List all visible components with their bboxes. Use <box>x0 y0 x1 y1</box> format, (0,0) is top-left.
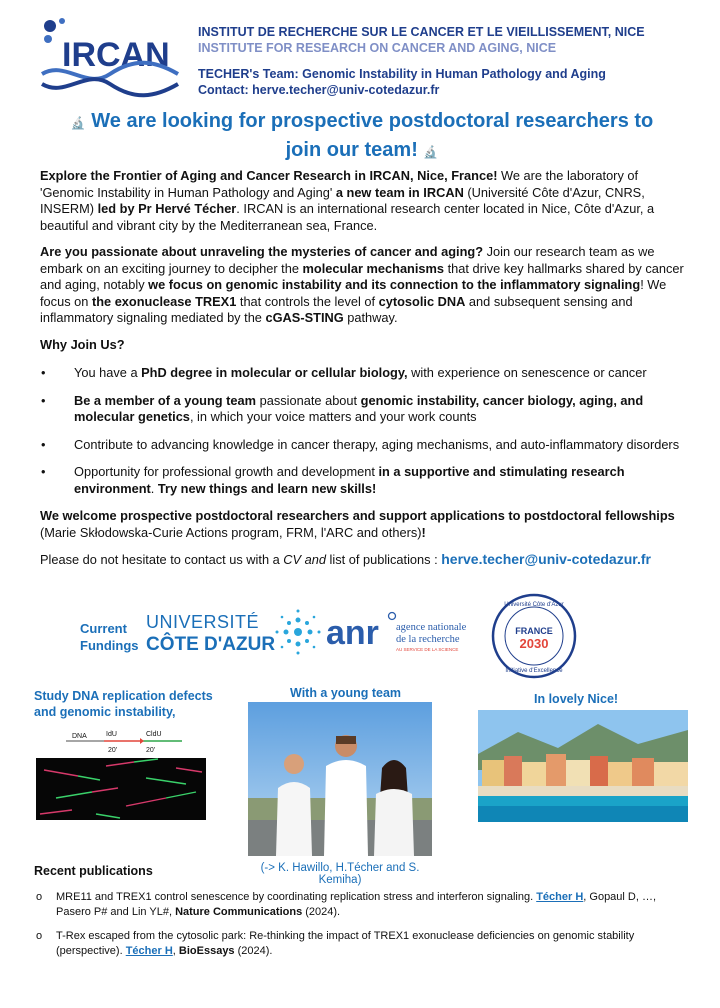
nice-photo <box>478 710 688 822</box>
anr-logo <box>326 610 486 656</box>
microscope-icon: 🔬 <box>423 145 439 159</box>
dna-caption: Study DNA replication defects and genomic instability, <box>34 689 213 719</box>
microscope-icon: 🔬 <box>70 116 86 130</box>
list-item: • You have a PhD degree in molecular or cellular biology, with experience on senescence or cancer <box>40 365 688 382</box>
team-caption: With a young team <box>290 686 402 700</box>
svg-text:anr: anr <box>326 614 379 652</box>
svg-text:UNIVERSITÉ: UNIVERSITÉ <box>146 612 260 632</box>
contact-paragraph: Please do not hesitate to contact us with a CV and list of publications : herve.techer@univ-cotedazur.fr <box>40 551 651 567</box>
institute-name-fr: INSTITUT DE RECHERCHE SUR LE CANCER ET LE VIEILLISSEMENT, NICE <box>198 25 645 39</box>
author-link[interactable]: Técher H <box>125 945 173 957</box>
passion-paragraph: Are you passionate about unraveling the mysteries of cancer and aging? Join our research team as we embark on an exciting journey to decipher the molecular mechanisms that drive key hallmarks shared by cancer and aging, notably we focus on genomic instability and its connection to the inflammatory signaling! We focus on the exonuclease TREX1 that controls the level of cytosolic DNA and subsequent sensing and inflammatory signaling mediated by the cGAS-STING pathway. <box>40 244 684 325</box>
svg-text:de la recherche: de la recherche <box>396 634 460 645</box>
list-item: • Contribute to advancing knowledge in cancer therapy, aging mechanisms, and auto-inflammatory disorders <box>40 437 688 454</box>
intro-paragraph: Explore the Frontier of Aging and Cancer Research in IRCAN, Nice, France! We are the laboratory of 'Genomic Instability in Human Pathology and Aging' a new team in IRCAN (Université Côte d'Azur, CNRS, INSERM) led by Pr Hervé Técher. IRCAN is an international research center located in Nice, Côte d'Azur, a beautiful and vibrant city by the Mediterranean sea, France. <box>40 168 655 233</box>
main-body <box>40 168 688 579</box>
institute-name-en: INSTITUTE FOR RESEARCH ON CANCER AND AGING, NICE <box>198 41 557 55</box>
svg-text:DNA: DNA <box>72 733 87 740</box>
email-link[interactable]: herve.techer@univ-cotedazur.fr <box>441 551 651 567</box>
team-credit: (-> K. Hawillo, H.Técher and S. Kemiha) <box>260 862 420 886</box>
team-photo <box>248 702 432 856</box>
svg-text:Initiative d'Excellence: Initiative d'Excellence <box>505 668 563 674</box>
list-item: o T-Rex escaped from the cytosolic park: Re-thinking the impact of TREX1 exonuclease deficiencies on genomic stability (perspective). Técher H, BioEssays (2024). <box>36 929 686 959</box>
svg-text:CldU: CldU <box>146 731 162 738</box>
svg-text:20': 20' <box>108 747 118 754</box>
svg-text:20': 20' <box>146 747 156 754</box>
why-join-heading: Why Join Us? <box>40 336 125 352</box>
ircan-logo <box>36 12 186 98</box>
france2030-seal <box>490 592 578 680</box>
publications-heading: Recent publications <box>34 864 153 878</box>
team-name: TECHER's Team: Genomic Instability in Human Pathology and Aging <box>198 67 606 81</box>
svg-text:CÔTE D'AZUR: CÔTE D'AZUR <box>146 634 276 655</box>
svg-text:FRANCE: FRANCE <box>515 626 553 636</box>
uca-logo <box>146 608 326 656</box>
nice-caption: In lovely Nice! <box>534 692 619 706</box>
welcome-paragraph: We welcome prospective postdoctoral researchers and support applications to postdoctoral fellowships (Marie Skłodowska-Curie Actions program, FRM, l'ARC and others)! <box>40 508 675 540</box>
dna-labeling-diagram <box>66 728 196 756</box>
svg-text:AU SERVICE DE LA SCIENCE: AU SERVICE DE LA SCIENCE <box>396 647 459 652</box>
page-title <box>30 108 694 166</box>
header-text <box>198 24 698 98</box>
logo-text: IRCAN <box>62 36 170 74</box>
list-item: o MRE11 and TREX1 control senescence by coordinating replication stress and interferon signaling. Técher H, Gopaul D, …, Pasero P# and Lin YL#, Nature Communications (2024). <box>36 890 686 920</box>
header-contact: Contact: herve.techer@univ-cotedazur.fr <box>198 83 440 97</box>
author-link[interactable]: Técher H <box>536 891 584 903</box>
svg-text:2030: 2030 <box>519 636 549 651</box>
svg-text:Université Côte d'Azur: Université Côte d'Azur <box>504 602 564 608</box>
fundings-label: Current Fundings <box>80 621 139 653</box>
reasons-list <box>40 365 688 497</box>
dna-fiber-image <box>36 758 206 820</box>
title-line-1: We are looking for prospective postdoctoral researchers to <box>91 110 654 132</box>
list-item: • Opportunity for professional growth and development in a supportive and stimulating research environment. Try new things and learn new skills! <box>40 464 688 497</box>
svg-text:agence nationale: agence nationale <box>396 622 467 633</box>
publications-list <box>36 890 686 968</box>
list-item: • Be a member of a young team passionate about genomic instability, cancer biology, aging, and molecular genetics, in which your voice matters and your work counts <box>40 393 688 426</box>
title-line-2: join our team! <box>285 139 418 161</box>
svg-text:IdU: IdU <box>106 731 117 738</box>
